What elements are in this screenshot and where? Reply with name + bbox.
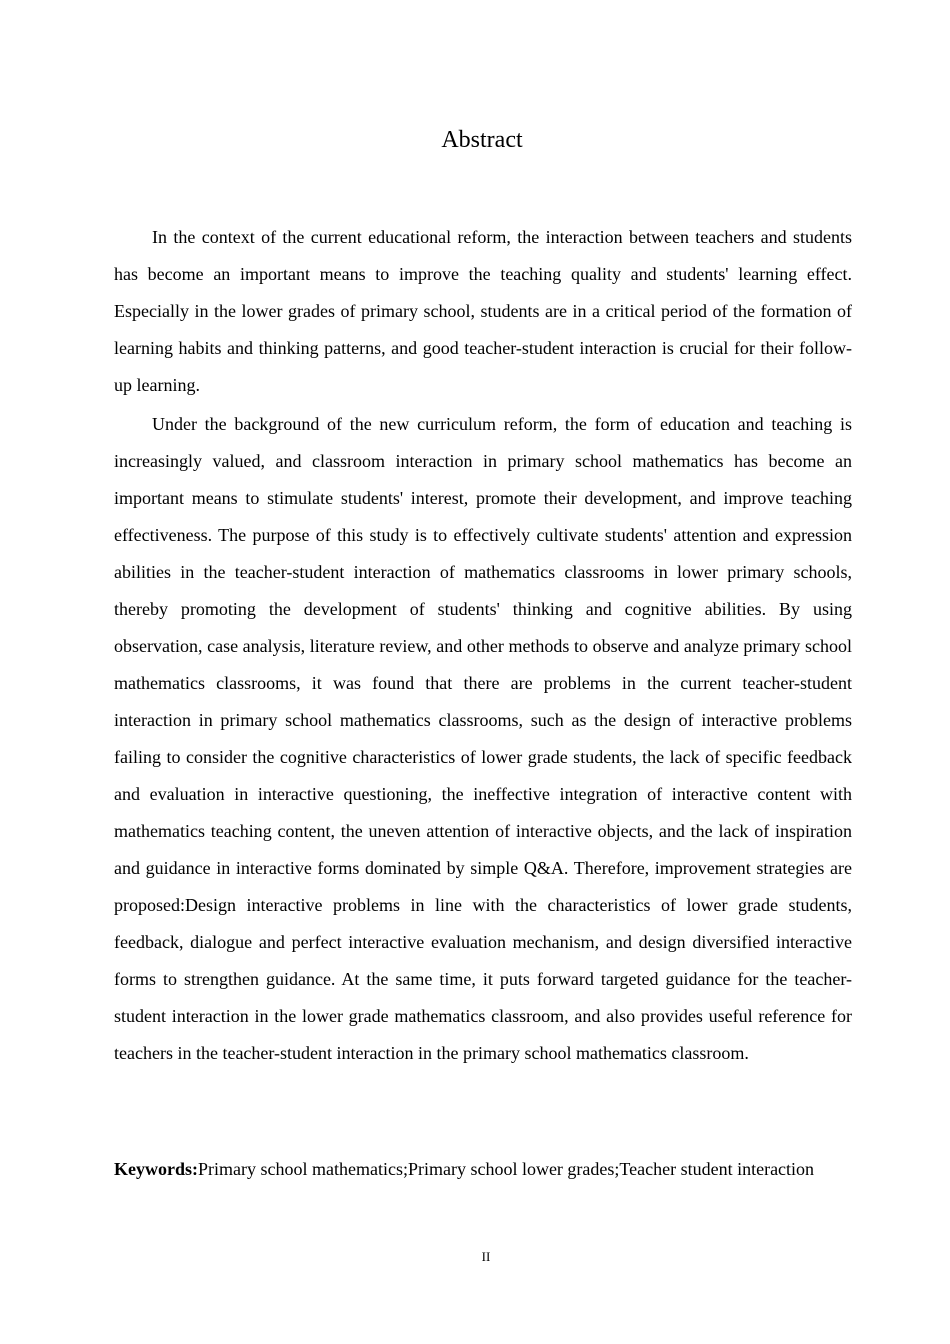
keywords-line xyxy=(114,1151,852,1187)
keywords-label: Keywords: xyxy=(114,1159,198,1179)
abstract-paragraph-2: Under the background of the new curriculum reform, the form of education and teaching is increasingly valued, and classroom interaction in primary school mathematics has become an important means to stimulate students' interest, promote their development, and improve teaching effectiveness. The purpose of this study is to effectively cultivate students' attention and expression abilities in the teacher-student interaction of mathematics classrooms in lower primary schools, thereby promoting the development of students' thinking and cognitive abilities. By using observation, case analysis, literature review, and other methods to observe and analyze primary school mathematics classrooms, it was found that there are problems in the current teacher-student interaction in primary school mathematics classrooms, such as the design of interactive problems failing to consider the cognitive characteristics of lower grade students, the lack of specific feedback and evaluation in interactive questioning, the ineffective integration of interactive content with mathematics teaching content, the uneven attention of interactive objects, and the lack of inspiration and guidance in interactive forms dominated by simple Q&A. Therefore, improvement strategies are proposed:Design interactive problems in line with the characteristics of lower grade students, feedback, dialogue and perfect interactive evaluation mechanism, and design diversified interactive forms to strengthen guidance. At the same time, it puts forward targeted guidance for the teacher-student interaction in the lower grade mathematics classroom, and also provides useful reference for teachers in the teacher-student interaction in the primary school mathematics classroom. xyxy=(114,414,852,1063)
abstract-body xyxy=(114,219,852,1072)
keywords-text: Primary school mathematics;Primary school lower grades;Teacher student interaction xyxy=(198,1159,815,1179)
page-number: II xyxy=(481,1249,491,1264)
abstract-title: Abstract xyxy=(441,127,523,153)
abstract-paragraph-1: In the context of the current educational reform, the interaction between teachers and students has become an important means to improve the teaching quality and students' learning effect. Especially in the lower grades of primary school, students are in a critical period of the formation of learning habits and thinking patterns, and good teacher-student interaction is crucial for their follow-up learning. xyxy=(114,227,852,395)
